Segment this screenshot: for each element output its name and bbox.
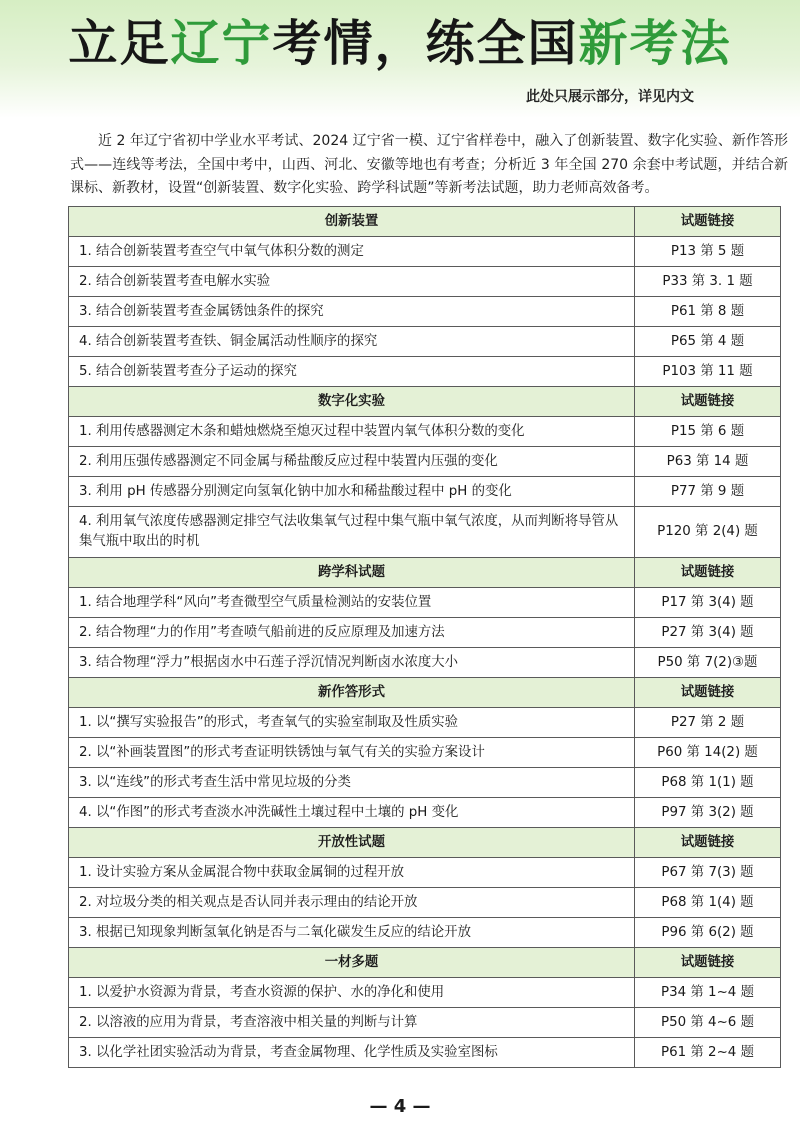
question-link: P15 第 6 题	[635, 417, 781, 447]
question-description: 1. 设计实验方案从金属混合物中获取金属铜的过程开放	[69, 858, 635, 888]
title-part: 新考法	[578, 15, 732, 72]
question-link: P77 第 9 题	[635, 477, 781, 507]
title-part: 立足	[68, 15, 171, 72]
question-link: P63 第 14 题	[635, 447, 781, 477]
link-column-header: 试题链接	[635, 828, 781, 858]
question-description: 4. 以“作图”的形式考查淡水冲洗碱性土壤过程中土壤的 pH 变化	[69, 798, 635, 828]
question-link: P33 第 3. 1 题	[635, 267, 781, 297]
question-link: P34 第 1~4 题	[635, 978, 781, 1008]
page-number: — 4 —	[369, 1096, 431, 1117]
link-column-header: 试题链接	[635, 207, 781, 237]
title-part: 辽宁	[170, 15, 273, 72]
title-part: 考情，练全国	[272, 15, 579, 72]
question-description: 3. 利用 pH 传感器分别测定向氢氧化钠中加水和稀盐酸过程中 pH 的变化	[69, 477, 635, 507]
question-description: 2. 以溶液的应用为背景，考查溶液中相关量的判断与计算	[69, 1008, 635, 1038]
question-link: P103 第 11 题	[635, 357, 781, 387]
section-header-row	[69, 558, 781, 588]
question-link: P97 第 3(2) 题	[635, 798, 781, 828]
question-description: 1. 结合创新装置考查空气中氧气体积分数的测定	[69, 237, 635, 267]
table-row	[69, 1038, 781, 1068]
table-row	[69, 447, 781, 477]
question-link: P68 第 1(4) 题	[635, 888, 781, 918]
table-row	[69, 768, 781, 798]
question-link: P68 第 1(1) 题	[635, 768, 781, 798]
intro-paragraph: 近 2 年辽宁省初中学业水平考试、2024 辽宁省一模、辽宁省样卷中，融入了创新装置、数字化实验、新作答形式——连线等考法，全国中考中，山西、河北、安徽等地也有考查；分析近 3 年全国 270 余套中考试题，并结合新课标、新教材，设置“创新装置、数字化实验、跨学科试题”等新考法试题，助力老师高效备考。	[70, 133, 788, 196]
question-description: 3. 以化学社团实验活动为背景，考查金属物理、化学性质及实验室图标	[69, 1038, 635, 1068]
question-description: 2. 以“补画装置图”的形式考查证明铁锈蚀与氧气有关的实验方案设计	[69, 738, 635, 768]
question-description: 4. 利用氧气浓度传感器测定排空气法收集氧气过程中集气瓶中氧气浓度，从而判断将导管从集气瓶中取出的时机	[69, 507, 635, 558]
section-title: 数字化实验	[69, 387, 635, 417]
question-link: P17 第 3(4) 题	[635, 588, 781, 618]
question-description: 2. 结合创新装置考查电解水实验	[69, 267, 635, 297]
question-description: 2. 结合物理“力的作用”考查喷气船前进的反应原理及加速方法	[69, 618, 635, 648]
link-column-header: 试题链接	[635, 558, 781, 588]
question-description: 1. 以“撰写实验报告”的形式，考查氧气的实验室制取及性质实验	[69, 708, 635, 738]
section-title: 一材多题	[69, 948, 635, 978]
question-description: 3. 根据已知现象判断氢氧化钠是否与二氧化碳发生反应的结论开放	[69, 918, 635, 948]
table-row	[69, 738, 781, 768]
question-link: P50 第 7(2)③题	[635, 648, 781, 678]
table-row	[69, 888, 781, 918]
section-header-row	[69, 678, 781, 708]
section-title: 跨学科试题	[69, 558, 635, 588]
link-column-header: 试题链接	[635, 948, 781, 978]
table-row	[69, 618, 781, 648]
question-link: P50 第 4~6 题	[635, 1008, 781, 1038]
header-note: 此处只展示部分，详见内文	[526, 89, 694, 105]
question-description: 2. 对垃圾分类的相关观点是否认同并表示理由的结论开放	[69, 888, 635, 918]
question-description: 4. 结合创新装置考查铁、铜金属活动性顺序的探究	[69, 327, 635, 357]
table-row	[69, 918, 781, 948]
link-column-header: 试题链接	[635, 678, 781, 708]
table-row	[69, 1008, 781, 1038]
question-description: 3. 结合物理“浮力”根据卤水中石莲子浮沉情况判断卤水浓度大小	[69, 648, 635, 678]
table-row	[69, 978, 781, 1008]
table-row	[69, 267, 781, 297]
question-table	[68, 206, 781, 1068]
question-description: 1. 以爱护水资源为背景，考查水资源的保护、水的净化和使用	[69, 978, 635, 1008]
table-row	[69, 237, 781, 267]
section-header-row	[69, 948, 781, 978]
question-link: P120 第 2(4) 题	[635, 507, 781, 558]
question-description: 3. 以“连线”的形式考查生活中常见垃圾的分类	[69, 768, 635, 798]
question-link: P96 第 6(2) 题	[635, 918, 781, 948]
table-row	[69, 327, 781, 357]
table-row	[69, 297, 781, 327]
question-description: 2. 利用压强传感器测定不同金属与稀盐酸反应过程中装置内压强的变化	[69, 447, 635, 477]
table-row	[69, 507, 781, 558]
section-title: 新作答形式	[69, 678, 635, 708]
table-row	[69, 357, 781, 387]
question-link: P65 第 4 题	[635, 327, 781, 357]
section-header-row	[69, 828, 781, 858]
table-row	[69, 648, 781, 678]
section-header-row	[69, 207, 781, 237]
section-header-row	[69, 387, 781, 417]
table-row	[69, 858, 781, 888]
question-description: 3. 结合创新装置考查金属锈蚀条件的探究	[69, 297, 635, 327]
table-row	[69, 477, 781, 507]
table-row	[69, 417, 781, 447]
question-link: P13 第 5 题	[635, 237, 781, 267]
table-row	[69, 708, 781, 738]
table-row	[69, 588, 781, 618]
question-description: 5. 结合创新装置考查分子运动的探究	[69, 357, 635, 387]
page-title	[0, 14, 800, 74]
section-title: 创新装置	[69, 207, 635, 237]
section-title: 开放性试题	[69, 828, 635, 858]
question-link: P27 第 3(4) 题	[635, 618, 781, 648]
link-column-header: 试题链接	[635, 387, 781, 417]
question-description: 1. 利用传感器测定木条和蜡烛燃烧至熄灭过程中装置内氧气体积分数的变化	[69, 417, 635, 447]
question-link: P60 第 14(2) 题	[635, 738, 781, 768]
table-row	[69, 798, 781, 828]
question-link: P61 第 8 题	[635, 297, 781, 327]
question-link: P61 第 2~4 题	[635, 1038, 781, 1068]
question-description: 1. 结合地理学科“风向”考查微型空气质量检测站的安装位置	[69, 588, 635, 618]
question-link: P67 第 7(3) 题	[635, 858, 781, 888]
question-link: P27 第 2 题	[635, 708, 781, 738]
